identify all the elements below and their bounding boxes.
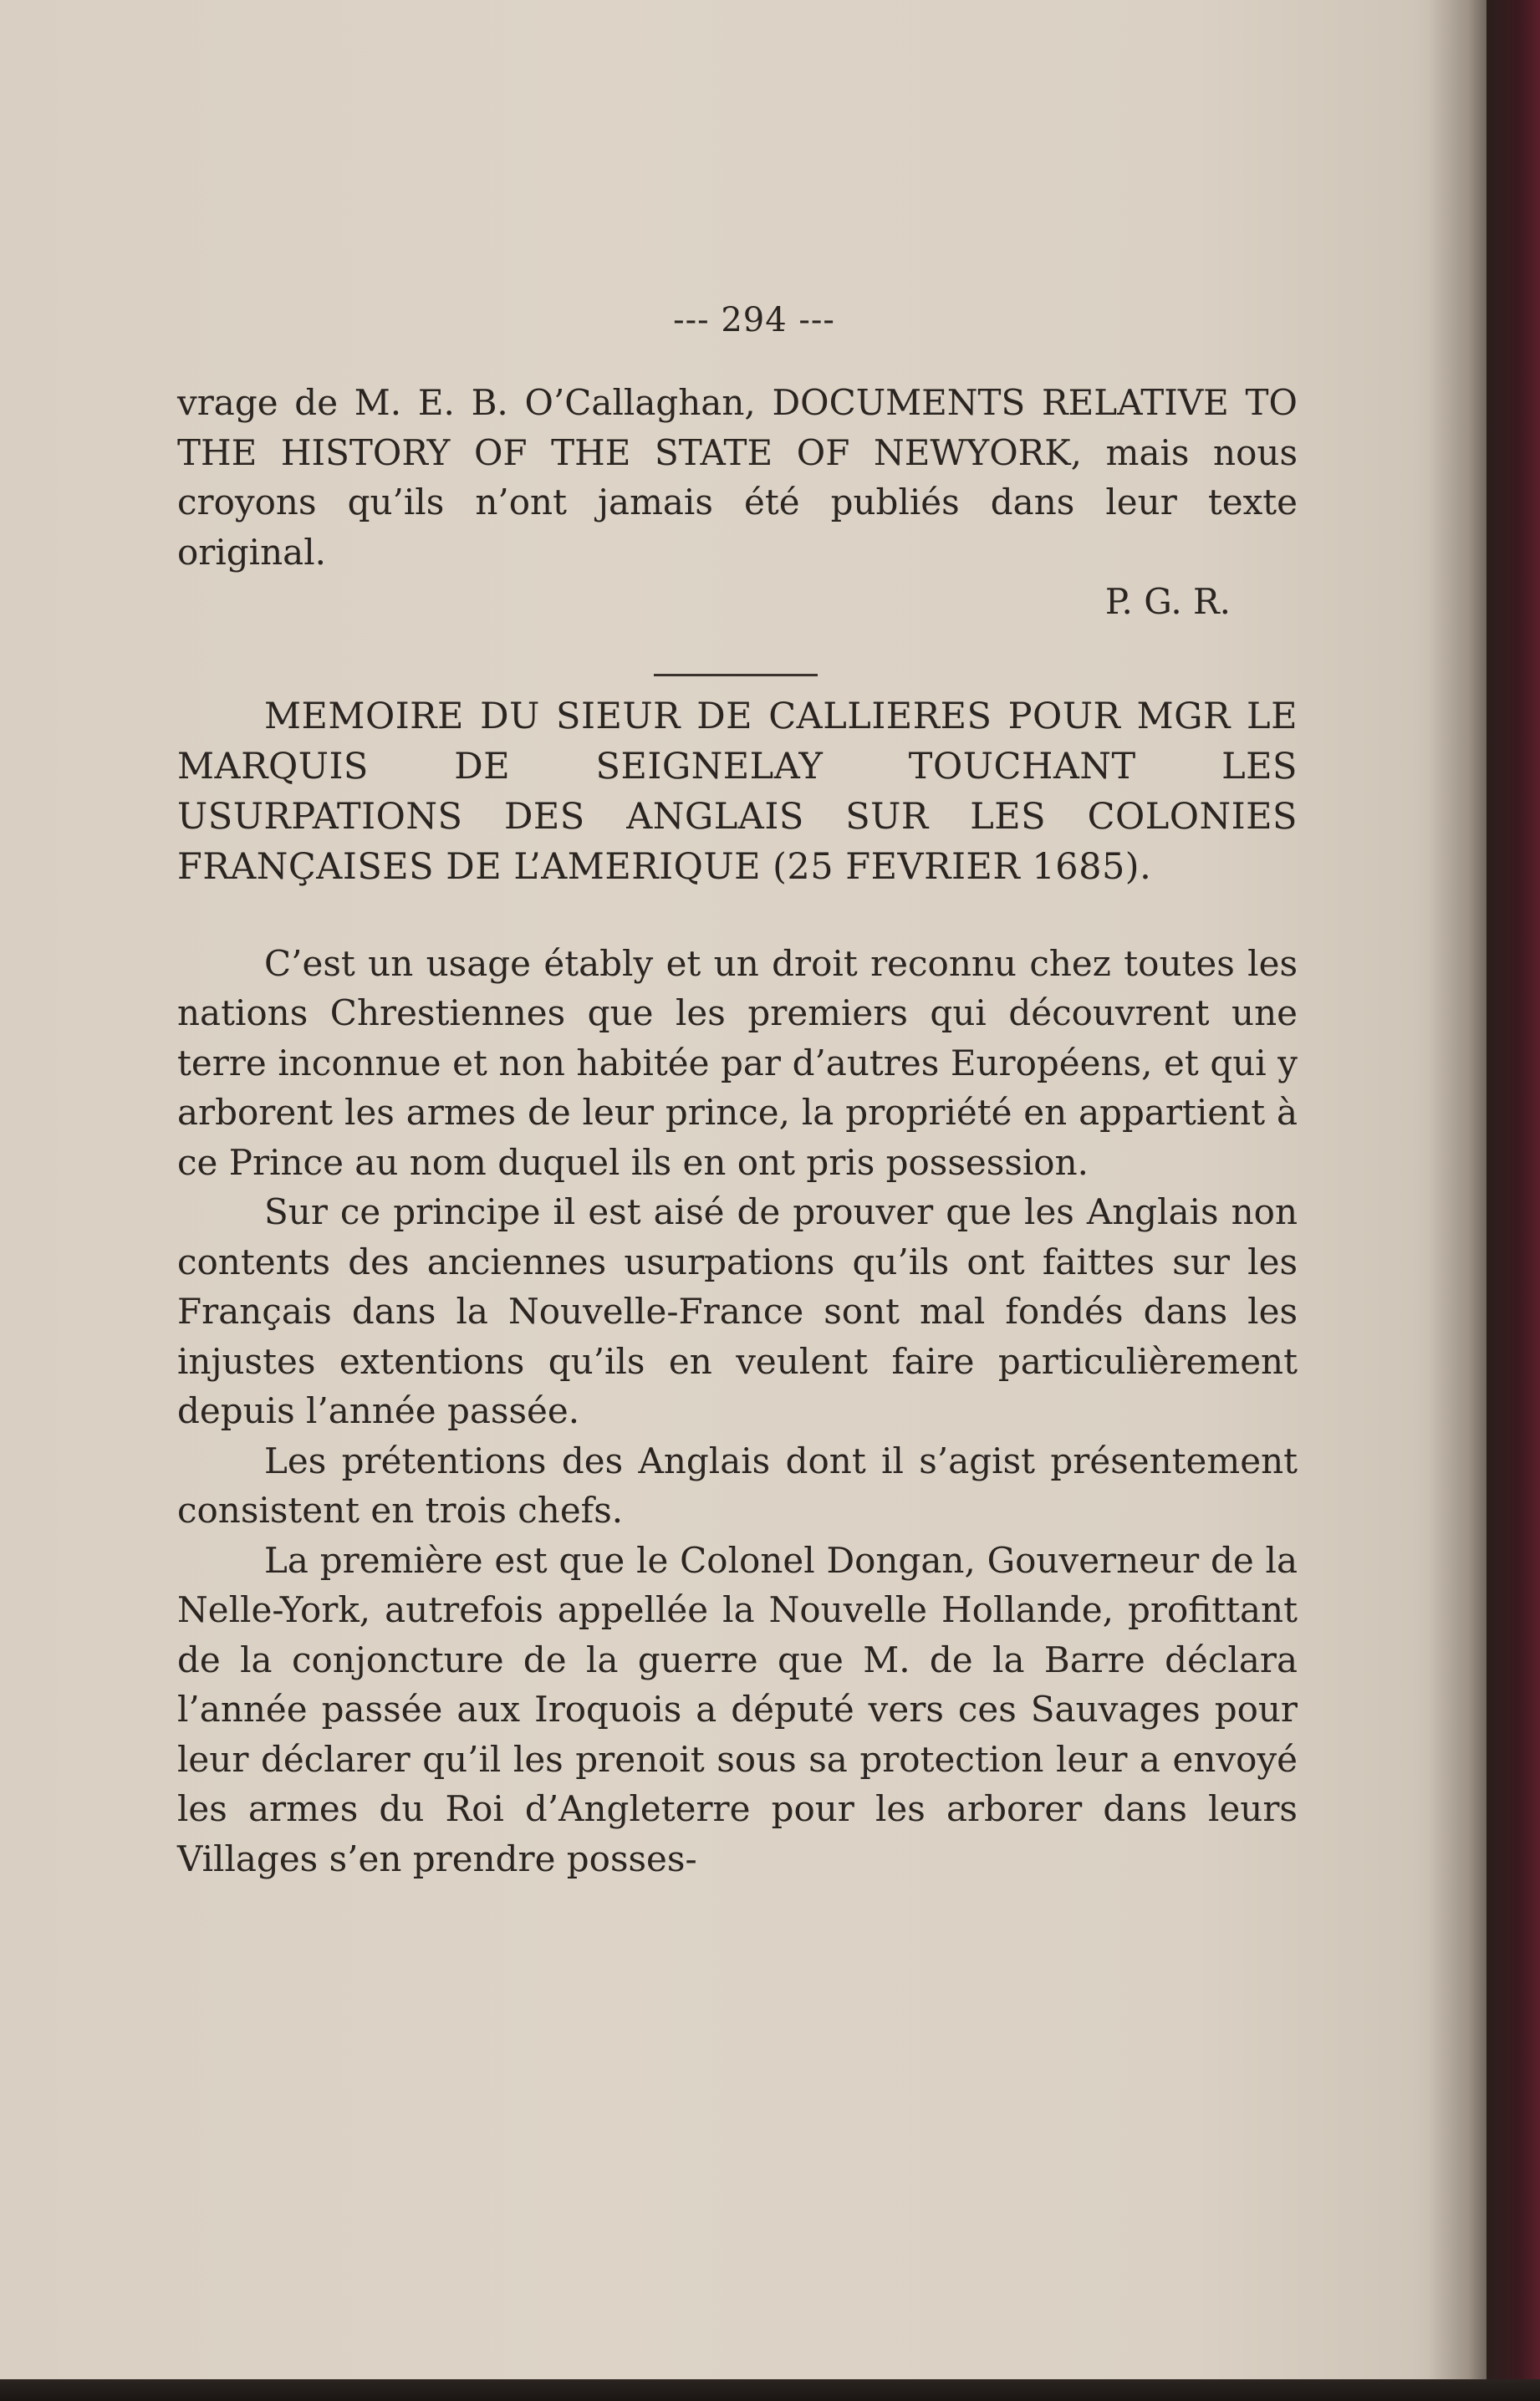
- section-heading: MEMOIRE DU SIEUR DE CALLIERES POUR MGR LE MARQUIS DE SEIGNELAY TOUCHANT LES USURPATIONS DES ANGLAIS SUR LES COLONIES FRANÇAISES DE L’AMERIQUE (25 FEVRIER 1685).: [177, 695, 1298, 888]
- body-paragraph-2: Sur ce principe il est aisé de prouver que les Anglais non contents des anciennes usurpations qu’ils ont faittes sur les Français dans la Nouvelle-France sont mal fondés dans les injustes extentions qu’ils en veulent faire particulièrement depuis l’année passée.: [177, 1191, 1298, 1431]
- body-paragraph-1: C’est un usage étably et un droit reconnu chez toutes les nations Chrestiennes que les premiers qui découvrent une terre inconnue et non habitée par d’autres Européens, et qui y arborent les armes de leur prince, la propriété en appartient à ce Prince au nom duquel ils en ont pris possession.: [177, 942, 1298, 1183]
- intro-paragraph: vrage de M. E. B. O’Callaghan, DOCUMENTS RELATIVE TO THE HISTORY OF THE STATE OF NEWYORK, mais nous croyons qu’ils n’ont jamais été publiés dans leur texte original.: [177, 382, 1298, 573]
- book-edge: [1486, 0, 1540, 2401]
- body-paragraph-4: La première est que le Colonel Dongan, Gouverneur de la Nelle-York, autrefois appellée la Nouvelle Hollande, profittant de la conjoncture de la guerre que M. de la Barre déclara l’année passée aux Iroquois a député vers ces Sauvages pour leur déclarer qu’il les prenoit sous sa protection leur a envoyé les armes du Roi d’Angleterre pour les arborer dans leurs Villages s’en prendre posses-: [177, 1539, 1298, 1879]
- section-divider: [654, 674, 818, 676]
- signature: P. G. R.: [1104, 581, 1231, 622]
- page-content: [177, 301, 1298, 1884]
- body-paragraph-3: Les prétentions des Anglais dont il s’agist présentement consistent en trois chefs.: [177, 1440, 1298, 1531]
- page-number: --- 294 ---: [673, 301, 835, 339]
- page-bottom-edge: [0, 2379, 1540, 2401]
- page-gutter-shadow: [1428, 0, 1486, 2379]
